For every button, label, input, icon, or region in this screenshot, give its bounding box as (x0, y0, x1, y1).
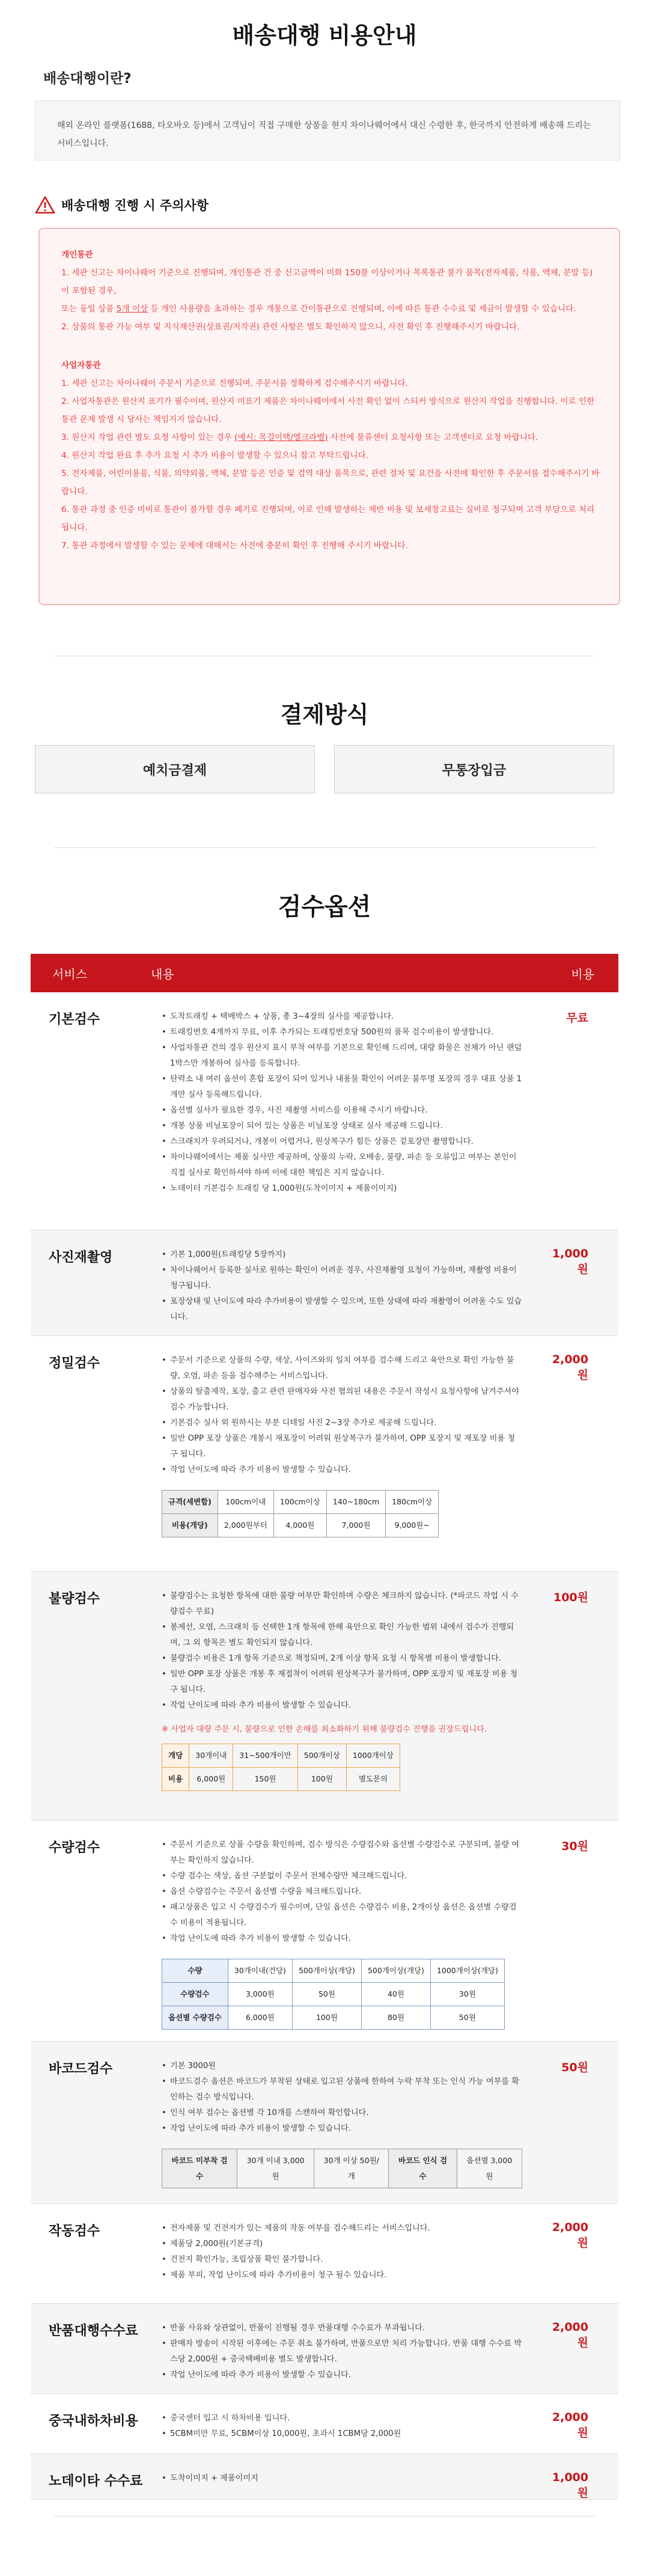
option-bullet-item: • 기본검수 실사 외 원하시는 부분 디테일 사진 2~3장 추가로 제공해 드립니다. (162, 1415, 522, 1431)
option-bullet-item: • 기본 1,000원(트래킹당 5장까지) (162, 1247, 522, 1263)
business-3a: 3. 원산지 작업 관련 별도 요청 사항이 있는 경우 (61, 433, 235, 442)
option-desc (151, 992, 546, 1230)
table-label: 규격(세변합) (162, 1491, 218, 1514)
option-bullet-item: • 포장상태 및 난이도에 따라 추가비용이 발생할 수 있으며, 또한 상태에 따라 재촬영이 어려울 수도 있습니다. (162, 1294, 522, 1325)
option-bullet-item: • 전자제품 및 건전지가 있는 제품의 작동 여부를 검수해드리는 서비스입니다. (162, 2221, 522, 2236)
option-desc (151, 2394, 546, 2453)
options-title: 검수옵션 (278, 893, 371, 921)
business-item-7: 7. 통관 과정에서 발생할 수 있는 문제에 대해서는 사전에 충분히 확인 후 진행해 주시기 바랍니다. (61, 541, 408, 551)
option-bullet-item: • 도착트래킹 + 택배박스 + 상품, 총 3~4장의 실사를 제공합니다. (162, 1009, 522, 1025)
payment-options (35, 745, 614, 793)
business-title: 사업자통관 (61, 361, 101, 370)
business-item-3 (61, 429, 600, 447)
option-bullet-item: • 개봉 상품 비닐포장이 되어 있는 상품은 비닐포장 상태로 실사 제공해 드립니다. (162, 1119, 522, 1134)
option-row-barcode (31, 2042, 618, 2204)
option-bullet-item: • 작업 난이도에 따라 추가 비용이 발생할 수 있습니다. (162, 1698, 522, 1714)
table-cell: 500개이상(개당) (292, 1959, 361, 1983)
table-cell: 6,000원 (228, 2006, 292, 2030)
defect-price-table (162, 1744, 400, 1791)
option-bullets (162, 1589, 522, 1714)
option-bullet-item: • 차이나웨어에서는 제품 실사만 제공하며, 상품의 누락, 오배송, 불량, 파손 등 오류입고 여부는 본인이 직접 실사로 확인하셔야 하며 이에 대한 책임은 지지 않습니다. (162, 1150, 522, 1181)
table-label: 옵션별 수량검수 (162, 2006, 228, 2030)
option-bullet-item: • 스크래치가 우려되거나, 개봉이 어렵거나, 원상복구가 힘든 상품은 겉포장만 촬영합니다. (162, 1134, 522, 1150)
bank-transfer-button[interactable]: 무통장입금 (334, 745, 614, 793)
option-fee: 2,000원 (552, 2221, 588, 2250)
table-cell: 별도문의 (346, 1768, 400, 1791)
table-cell: 7,000원 (326, 1514, 385, 1537)
option-fee: 30원 (561, 1840, 588, 1853)
table-cell: 100원 (297, 1768, 346, 1791)
option-bullet-item: • 반품 사유와 상관없이, 반품이 진행될 경우 반품대행 수수료가 부과됩니다. (162, 2321, 522, 2336)
personal-1-underline: 5개 이상 (116, 304, 148, 314)
option-desc (151, 1821, 546, 2041)
table-cell: 4,000원 (273, 1514, 326, 1537)
option-bullets (162, 2059, 522, 2137)
option-desc (151, 2304, 546, 2393)
option-name: 기본검수 (49, 1012, 100, 1027)
option-desc (151, 2454, 546, 2499)
option-bullets (162, 1837, 522, 1947)
table-cell: 옵션별 3,000원 (457, 2149, 522, 2188)
option-fee: 무료 (566, 1012, 588, 1025)
option-bullet-item: • 판매자 방송이 시작된 이후에는 주문 취소 불가하며, 반품으로만 처리 가능합니다. 반품 대행 수수료 박스당 2,000원 + 중국택배비용 별도 발생합니다. (162, 2336, 522, 2367)
option-bullet-item: • 일반 OPP 포장 상품은 개봉시 재포장이 어려워 원상복구가 불가하며, OPP 포장지 및 재포장 비용 청구 됩니다. (162, 1431, 522, 1462)
table-cell: 3,000원 (228, 1983, 292, 2006)
option-bullet-item: • 옵션별 실사가 필요한 경우, 사진 재촬영 서비스를 이용해 주시기 바랍니다. (162, 1103, 522, 1119)
table-label: 바코드 인식 검수 (389, 2149, 457, 2188)
option-bullet-item: • 옵션 수량검수는 주문서 옵션별 수량을 체크해드립니다. (162, 1884, 522, 1900)
precise-price-table (162, 1490, 439, 1537)
option-bullets (162, 2471, 522, 2486)
option-bullet-item: • 차이나웨어서 등록한 실사로 원하는 확인이 어려운 경우, 사진재촬영 요청이 가능하며, 재촬영 비용이 청구됩니다. (162, 1263, 522, 1294)
business-item-6: 6. 통관 과정 중 인증 미비로 통관이 불가할 경우 폐기로 진행되며, 이로 인해 발생하는 제반 비용 및 보세창고료는 실비로 청구되며 고객 부담으로 처리됩니다. (61, 505, 595, 533)
business-3b: 사전에 물류센터 요청사항 또는 고객센터로 요청 바랍니다. (328, 433, 538, 442)
option-bullet-item: • 노데이터 기본검수 트래킹 당 1,000원(도착이미지 + 제품이미지) (162, 1181, 522, 1197)
table-cell: 1000개이상(개당) (430, 1959, 504, 1983)
option-row-basic (31, 992, 618, 1230)
option-row-china (31, 2394, 618, 2454)
option-name: 정밀검수 (49, 1356, 100, 1371)
table-cell: 80원 (361, 2006, 430, 2030)
option-desc (151, 1572, 546, 1820)
personal-title: 개인통관 (61, 250, 93, 260)
business-item-1: 1. 세관 신고는 차이나웨어 주문서 기준으로 진행되며, 주문서를 정확하게 검수해주시기 바랍니다. (61, 379, 408, 388)
quantity-price-table (162, 1959, 505, 2030)
page-title: 배송대행 비용안내 (232, 22, 417, 49)
option-bullet-item: • 바코드검수 옵션은 바코드가 부착된 상태로 입고된 상품에 한하여 누락 부착 또는 인식 가능 여부를 확인하는 검수 방식입니다. (162, 2074, 522, 2105)
table-cell: 30개이내(건당) (228, 1959, 292, 1983)
option-name: 불량검수 (49, 1592, 100, 1607)
option-name: 반품대행수수료 (49, 2324, 138, 2339)
option-fee: 2,000원 (552, 1353, 588, 1382)
option-bullets (162, 2221, 522, 2283)
header-fee: 비용 (571, 966, 594, 981)
table-cell: 31~500개이만 (233, 1744, 297, 1768)
option-bullet-item: • 작업 난이도에 따라 추가 비용이 발생할 수 있습니다. (162, 1931, 522, 1947)
business-item-4: 4. 원산지 작업 완료 후 추가 요청 시 추가 비용이 발생할 수 있으니 참고 부탁드립니다. (61, 451, 369, 460)
table-cell: 1000개이상 (346, 1744, 400, 1768)
option-bullet-item: • 봉제선, 오염, 스크래치 등 선택한 1개 항목에 한해 육안으로 확인 가능한 범위 내에서 검수가 진행되며, 그 외 항목은 별도 확인되지 않습니다. (162, 1620, 522, 1651)
table-label: 수량검수 (162, 1983, 228, 2006)
option-row-photo (31, 1230, 618, 1336)
table-cell: 180cm이상 (386, 1491, 439, 1514)
intro-box (35, 100, 620, 160)
option-bullet-item: • 주문서 기준으로 상품의 수량, 색상, 사이즈와의 일치 여부를 검수해 드리고 육안으로 확인 가능한 불량, 오염, 파손 등을 검수해주는 서비스입니다. (162, 1353, 522, 1384)
option-row-defect (31, 1572, 618, 1821)
option-name: 수량검수 (49, 1840, 100, 1855)
option-bullet-item: • 일반 OPP 포장 상품은 개봉 후 재접착이 어려워 원상복구가 불가하며, OPP 포장지 및 재포장 비용 청구 됩니다. (162, 1667, 522, 1698)
personal-item-1-cont (61, 300, 600, 318)
option-name: 바코드검수 (49, 2062, 113, 2077)
option-fee: 2,000원 (552, 2411, 588, 2440)
header-service: 서비스 (52, 966, 87, 981)
personal-item-2: 2. 상품의 통관 가능 여부 및 지식재산권(상표권/저작권) 관련 사항은 별도 확인하지 않으니, 사전 확인 후 진행해주시기 바랍니다. (61, 322, 520, 332)
deposit-payment-button[interactable]: 예치금결제 (35, 745, 315, 793)
option-bullet-item: • 작업 난이도에 따라 추가 비용이 발생할 수 있습니다. (162, 1462, 522, 1478)
option-desc (151, 1336, 546, 1571)
option-bullet-item: • 불량검수 비용은 1개 항목 기준으로 책정되며, 2개 이상 항목 요청 시 항목별 비용이 발생합니다. (162, 1651, 522, 1667)
option-bullet-item: • 사업자통관 건의 경우 원산지 표시 부착 여부를 기본으로 확인해 드리며, 대량 화물은 전체가 아닌 랜덤 1박스만 개봉하여 실사를 등록합니다. (162, 1040, 522, 1072)
option-bullet-item: • 수량 검수는 색상, 옵션 구분없이 주문서 전체수량만 체크해드립니다. (162, 1869, 522, 1884)
table-cell: 2,000원부터 (218, 1514, 273, 1537)
warning-heading: 배송대행 진행 시 주의사항 (61, 198, 209, 213)
option-bullet-item: • 탄력소 내 여러 옵션이 혼합 포장이 되어 있거나 내용물 확인이 어려운 불투명 포장의 경우 대표 상품 1개만 실사 등록해드립니다. (162, 1072, 522, 1103)
option-desc (151, 1230, 546, 1335)
table-label: 비용(개당) (162, 1514, 218, 1537)
table-cell: 150원 (233, 1768, 297, 1791)
header-content: 내용 (151, 966, 174, 981)
option-fee: 1,000원 (552, 1247, 588, 1276)
table-cell: 100cm이내 (218, 1491, 273, 1514)
table-cell: 30개 이상 50원/개 (314, 2149, 389, 2188)
defect-note: ※ 사업자 대량 주문 시, 불량으로 인한 손해를 최소화하기 위해 불량검수 진행을 권장드립니다. (162, 1725, 487, 1734)
option-desc (151, 2204, 546, 2303)
personal-item-1: 1. 세관 신고는 차이나웨어 기준으로 진행되며, 개인통관 건 중 신고금액이 미화 150불 이상이거나 목록통관 불가 품목(전자제품, 식품, 액체, 분말 등)이 포함된 경우, (61, 268, 593, 296)
option-bullet-item: • 작업 난이도에 따라 추가 비용이 발생할 수 있습니다. (162, 2121, 522, 2137)
warning-icon (35, 196, 55, 214)
option-bullet-item: • 기본 3000원 (162, 2059, 522, 2074)
table-cell: 30개이내 (189, 1744, 233, 1768)
option-bullet-item: • 제품 부피, 작업 난이도에 따라 추가비용이 청구 될수 있습니다. (162, 2268, 522, 2283)
table-label: 비용 (162, 1768, 189, 1791)
payment-title: 결제방식 (280, 701, 369, 728)
business-3-underline: (예시: 목걸이택/엘크라벨) (234, 433, 328, 442)
option-bullet-item: • 건전지 확인가능, 조립상품 확인 불가합니다. (162, 2252, 522, 2268)
warning-header (35, 191, 649, 219)
table-cell: 50원 (292, 1983, 361, 2006)
table-cell: 500개이상(개당) (361, 1959, 430, 1983)
business-item-2: 2. 사업자통관은 원산지 표기가 필수이며, 원산지 미표기 제품은 차이나웨어에서 사전 확인 없이 스티커 방식으로 원산지 작업을 진행합니다. 이로 인한 통관 문제 발생 시 당사는 책임지지 않습니다. (61, 397, 595, 424)
intro-heading: 배송대행이란? (43, 71, 132, 87)
option-bullet-item: • 주문서 기준으로 상품 수량을 확인하며, 검수 방식은 수량검수와 옵션별 수량검수로 구분되며, 불량 여부는 확인하지 않습니다. (162, 1837, 522, 1869)
option-bullet-item: • 도착이미지 + 제품이미지 (162, 2471, 522, 2486)
warning-box (38, 228, 620, 605)
table-cell: 50원 (430, 2006, 504, 2030)
table-cell: 30원 (430, 1983, 504, 2006)
barcode-price-table (162, 2149, 522, 2188)
option-bullet-item: • 제품당 2,000원(기본규격) (162, 2236, 522, 2252)
table-label: 개당 (162, 1744, 189, 1768)
table-cell: 100원 (292, 2006, 361, 2030)
personal-1b: 또는 동일 상품 (61, 304, 117, 314)
table-cell: 100cm이상 (273, 1491, 326, 1514)
option-bullet-item: • 불량검수는 요청한 항목에 대한 불량 여부만 확인하며 수량은 체크하지 않습니다. (*파코드 작업 시 수량검수 무료) (162, 1589, 522, 1620)
intro-text: 해외 온라인 플랫폼(1688, 타오바오 등)에서 고객님이 직접 구매한 상품을 현지 차이나웨어에서 대신 수령한 후, 한국까지 안전하게 배송해 드리는 서비스입니다. (57, 121, 591, 148)
option-bullet-item: • 작업 난이도에 따라 추가 비용이 발생할 수 있습니다. (162, 2367, 522, 2383)
option-bullets (162, 1247, 522, 1325)
option-row-precise (31, 1336, 618, 1572)
option-bullets (162, 1009, 522, 1197)
options-table-header (31, 954, 618, 992)
option-bullet-item: • 트래킹번호 4개까지 무료, 이후 추가되는 트래킹번호당 500원의 품목 검수비용이 발생합니다. (162, 1025, 522, 1040)
option-row-nodata (31, 2454, 618, 2500)
option-fee: 1,000원 (552, 2471, 588, 2500)
personal-1c: 등 개인 사용량을 초과하는 경우 개통으로 간이통관으로 진행되며, 이에 따른 통관 수수료 및 세금이 발생할 수 있습니다. (148, 304, 576, 314)
option-bullet-item: • 패고상품은 입고 시 수량검수가 필수이며, 단일 옵션은 수량검수 비용, 2개이상 옵션은 옵션별 수량검수 비용이 적용됩니다. (162, 1900, 522, 1931)
option-bullet-item: • 5CBM미만 무료, 5CBM이상 10,000원, 초과시 1CBM당 2,000원 (162, 2426, 522, 2442)
option-name: 중국내하차비용 (49, 2414, 138, 2429)
option-fee: 50원 (561, 2061, 588, 2074)
option-name: 작동검수 (49, 2224, 100, 2239)
business-item-5: 5. 전자제품, 어린이용품, 식품, 의약외품, 액체, 분말 등은 인증 및 검역 대상 품목으로, 관련 절차 및 요건을 사전에 확인한 후 주문서를 접수해주시기 바랍니다. (61, 469, 600, 496)
table-label: 바코드 미부착 검수 (162, 2149, 237, 2188)
table-cell: 30개 이내 3,000원 (237, 2149, 314, 2188)
option-bullets (162, 1353, 522, 1478)
option-row-return (31, 2304, 618, 2394)
table-cell: 500개이상 (297, 1744, 346, 1768)
option-desc (151, 2042, 546, 2203)
option-fee: 100원 (553, 1591, 588, 1604)
table-cell: 6,000원 (189, 1768, 233, 1791)
table-label: 수량 (162, 1959, 228, 1983)
option-bullets (162, 2321, 522, 2383)
option-name: 노데이타 수수료 (49, 2474, 143, 2489)
option-bullet-item: • 상품의 탈출제작, 포장, 출고 관련 판매자와 사전 협의된 내용은 주문서 작성시 요청사항에 남겨주셔야 검수 가능합니다. (162, 1384, 522, 1415)
option-row-quantity (31, 1821, 618, 2042)
option-bullet-item: • 중국센터 입고 시 하차비용 입니다. (162, 2411, 522, 2426)
option-bullet-item: • 인식 여부 검수는 옵션별 각 10개를 스캔하여 확인합니다. (162, 2105, 522, 2121)
table-cell: 140~180cm (326, 1491, 385, 1514)
option-row-operation (31, 2204, 618, 2304)
option-bullets (162, 2411, 522, 2442)
table-cell: 9,000원~ (386, 1514, 439, 1537)
table-cell: 40원 (361, 1983, 430, 2006)
option-name: 사진재촬영 (49, 1250, 113, 1265)
divider (54, 847, 595, 848)
option-fee: 2,000원 (552, 2321, 588, 2349)
